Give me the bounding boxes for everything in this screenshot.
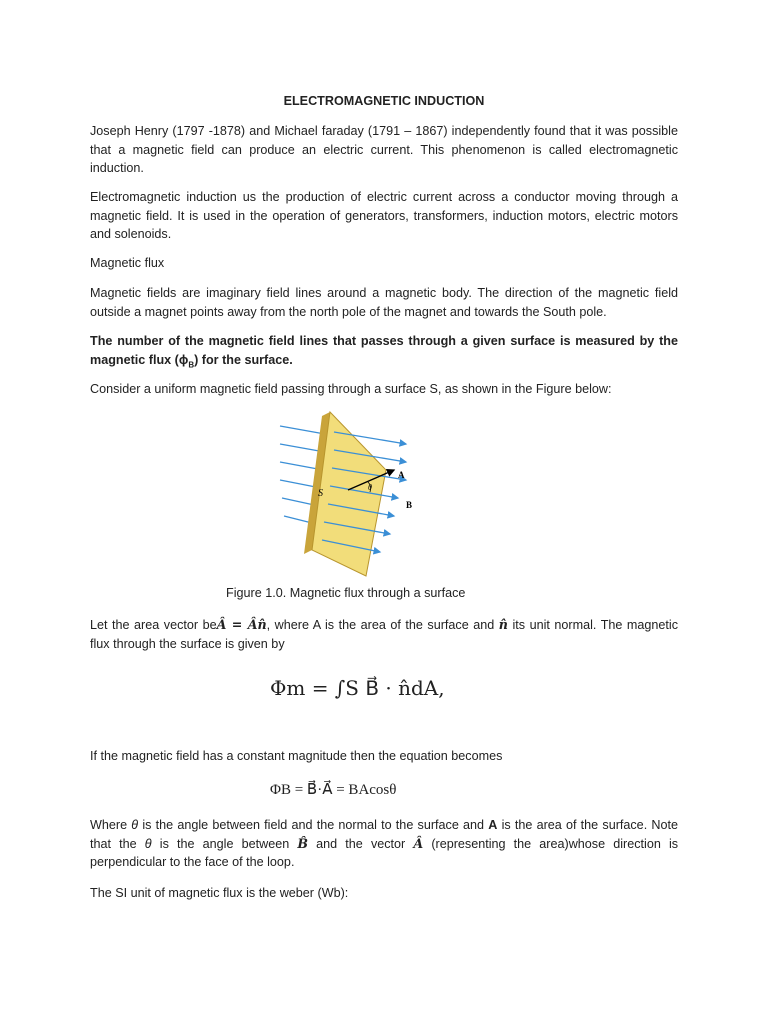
paragraph-constant-field: If the magnetic field has a constant magnitude then the equation becomes [90, 749, 503, 763]
magnetic-flux-figure [276, 408, 426, 578]
area-vector-text-2: , where A is the area of the surface and [266, 618, 495, 632]
equation-flux-cos: ΦB = B⃗·A⃗ = BAcosθ [270, 782, 397, 798]
page-title: ELECTROMAGNETIC INDUCTION [283, 94, 485, 108]
equation-flux-integral: Φm = ∫S B⃗ · n̂dA, [270, 676, 445, 700]
angle-text-2: is the angle between field and the normal to the surface and [142, 818, 485, 832]
area-vector-text-1: Let the area vector be [90, 618, 217, 632]
label-theta: θ [368, 483, 372, 492]
section-heading-magnetic-flux: Magnetic flux [90, 256, 165, 270]
paragraph-area-vector [90, 616, 678, 653]
unit-normal-symbol: n̂ [498, 617, 508, 632]
area-vector-text-3: its unit normal. The magnetic flux through the surface is given by [90, 618, 679, 651]
paragraph-definition: Electromagnetic induction us the production of electric current across a conductor moving through a magnetic field. It is used in the operation of generators, transformers, induction motors, electric motors and solenoids. [90, 190, 678, 242]
paragraph-angle-explanation [90, 816, 678, 872]
angle-text-1: Where [90, 818, 128, 832]
theta-symbol-1: θ [131, 818, 139, 832]
label-a: A [398, 470, 405, 480]
paragraph-flux-definition [90, 332, 678, 375]
flux-subscript: B [188, 360, 195, 370]
flux-definition-text: The number of the magnetic field lines that passes through a given surface is measured by the magnetic flux (ϕ [90, 334, 678, 367]
angle-text-4: is the angle between [159, 836, 290, 851]
b-hat-symbol: B̂ [297, 835, 309, 851]
label-s: S [318, 488, 323, 499]
angle-text-6: (representing the area)whose direction is perpendicular to the face of the loop. [90, 836, 679, 870]
paragraph-si-unit: The SI unit of magnetic flux is the weber (Wb): [90, 886, 349, 900]
angle-text-5: and the vector [316, 836, 406, 851]
angle-text-3: is the area of the surface. Note that the [90, 818, 678, 851]
paragraph-intro: Joseph Henry (1797 -1878) and Michael faraday (1791 – 1867) independently found that it was possible that a magnetic field can produce an electric current. This phenomenon is called electromagnetic induction. [90, 124, 678, 176]
area-vector-expression: Â = Ân̂ [216, 617, 267, 632]
label-b: B [406, 500, 413, 510]
a-hat-symbol: Â [413, 835, 424, 851]
paragraph-field-lines: Magnetic fields are imaginary field lines around a magnetic body. The direction of the magnetic field outside a magnet points away from the north pole of the magnet and towards the South pole. [90, 286, 678, 319]
flux-definition-tail: ) for the surface. [194, 352, 293, 367]
area-bold-symbol: A [488, 818, 498, 832]
paragraph-consider: Consider a uniform magnetic field passing through a surface S, as shown in the Figure below: [90, 382, 612, 396]
theta-symbol-2: θ [144, 836, 152, 851]
figure-caption: Figure 1.0. Magnetic flux through a surface [226, 586, 466, 600]
